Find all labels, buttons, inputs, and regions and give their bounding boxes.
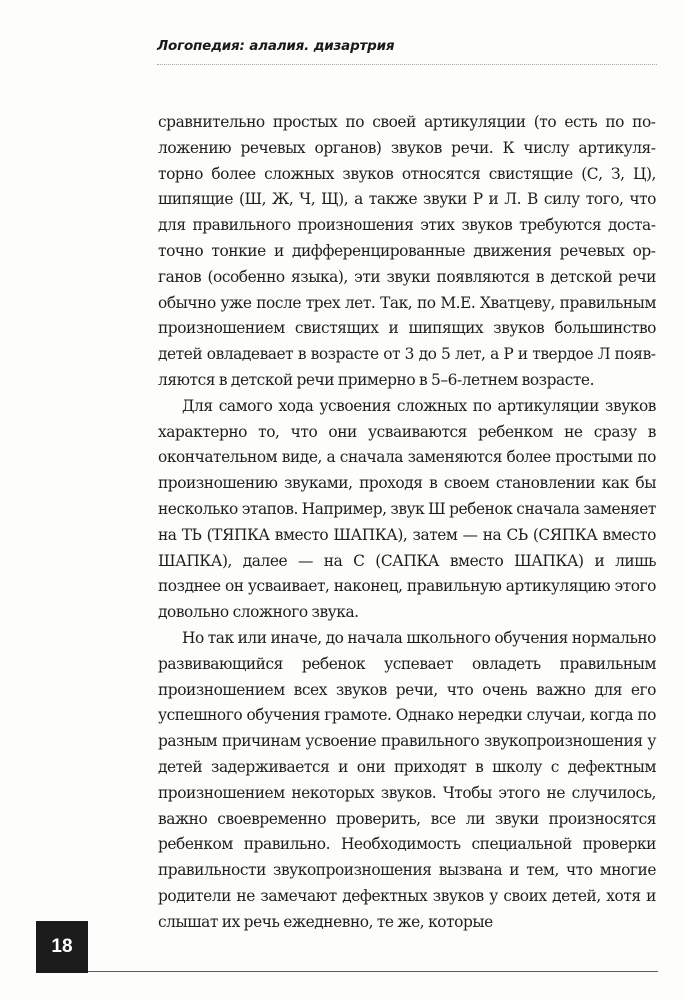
header-divider [157,64,657,65]
paragraph-2: Для самого хода усвоения сложных по артикуляции звуков характерно то, что они усваиваются ребенком не сразу в окончательном виде, а сначала заменяются более простыми по произношению звуками, проходя в своем становлении как бы несколько этапов. Например, звук Ш ребенок сначала заменяет на ТЬ (ТЯПКА вместо ШАПКА), затем — на СЬ (СЯПКА вместо ШАПКА), далее — на С (САПКА вместо ШАПКА) и лишь позднее он усваивает, наконец, правильную артикуляцию этого довольно сложного звука. [158,396,656,622]
page-number: 18 [51,936,73,957]
paragraph-1: сравнительно простых по своей артикуляции (то есть по положению речевых органов) звуков речи. К числу артикуляторно более сложных звуков относятся свистящие (С, З, Ц), шипящие (Ш, Ж, Ч, Щ), а также звуки Р и Л. В силу того, что для правильного произношения этих звуков требуются достаточно тонкие и дифференцированные движения речевых органов (особенно языка), эти звуки появляются в детской речи обычно уже после трех лет. Так, по М.Е. Хватцеву, правильным произношением свистящих и шипящих звуков большинство детей овладевает в возрасте от 3 до 5 лет, а Р и твердое Л появляются в детской речи примерно в 5–6-летнем возрасте. [158,113,656,389]
body-text [158,110,656,936]
running-head: Логопедия: алалия. дизартрия [157,38,395,54]
footer-divider [88,971,658,972]
paragraph-3: Но так или иначе, до начала школьного обучения нормально развивающийся ребенок успевает овладеть правильным произношением всех звуков речи, что очень важно для его успешного обучения грамоте. Однако нередки случаи, когда по разным причинам усвоение правильного звукопроизношения у детей задерживается и они приходят в школу с дефектным произношением некоторых звуков. Чтобы этого не случилось, важно своевременно проверить, все ли звуки произносятся ребенком правильно. Необходимость специальной проверки правильности звукопроизношения вызвана и тем, что многие родители не замечают дефектных звуков у своих детей, хотя и слышат их речь ежедневно, те же, которые [158,628,656,931]
page-number-tab [36,921,88,973]
